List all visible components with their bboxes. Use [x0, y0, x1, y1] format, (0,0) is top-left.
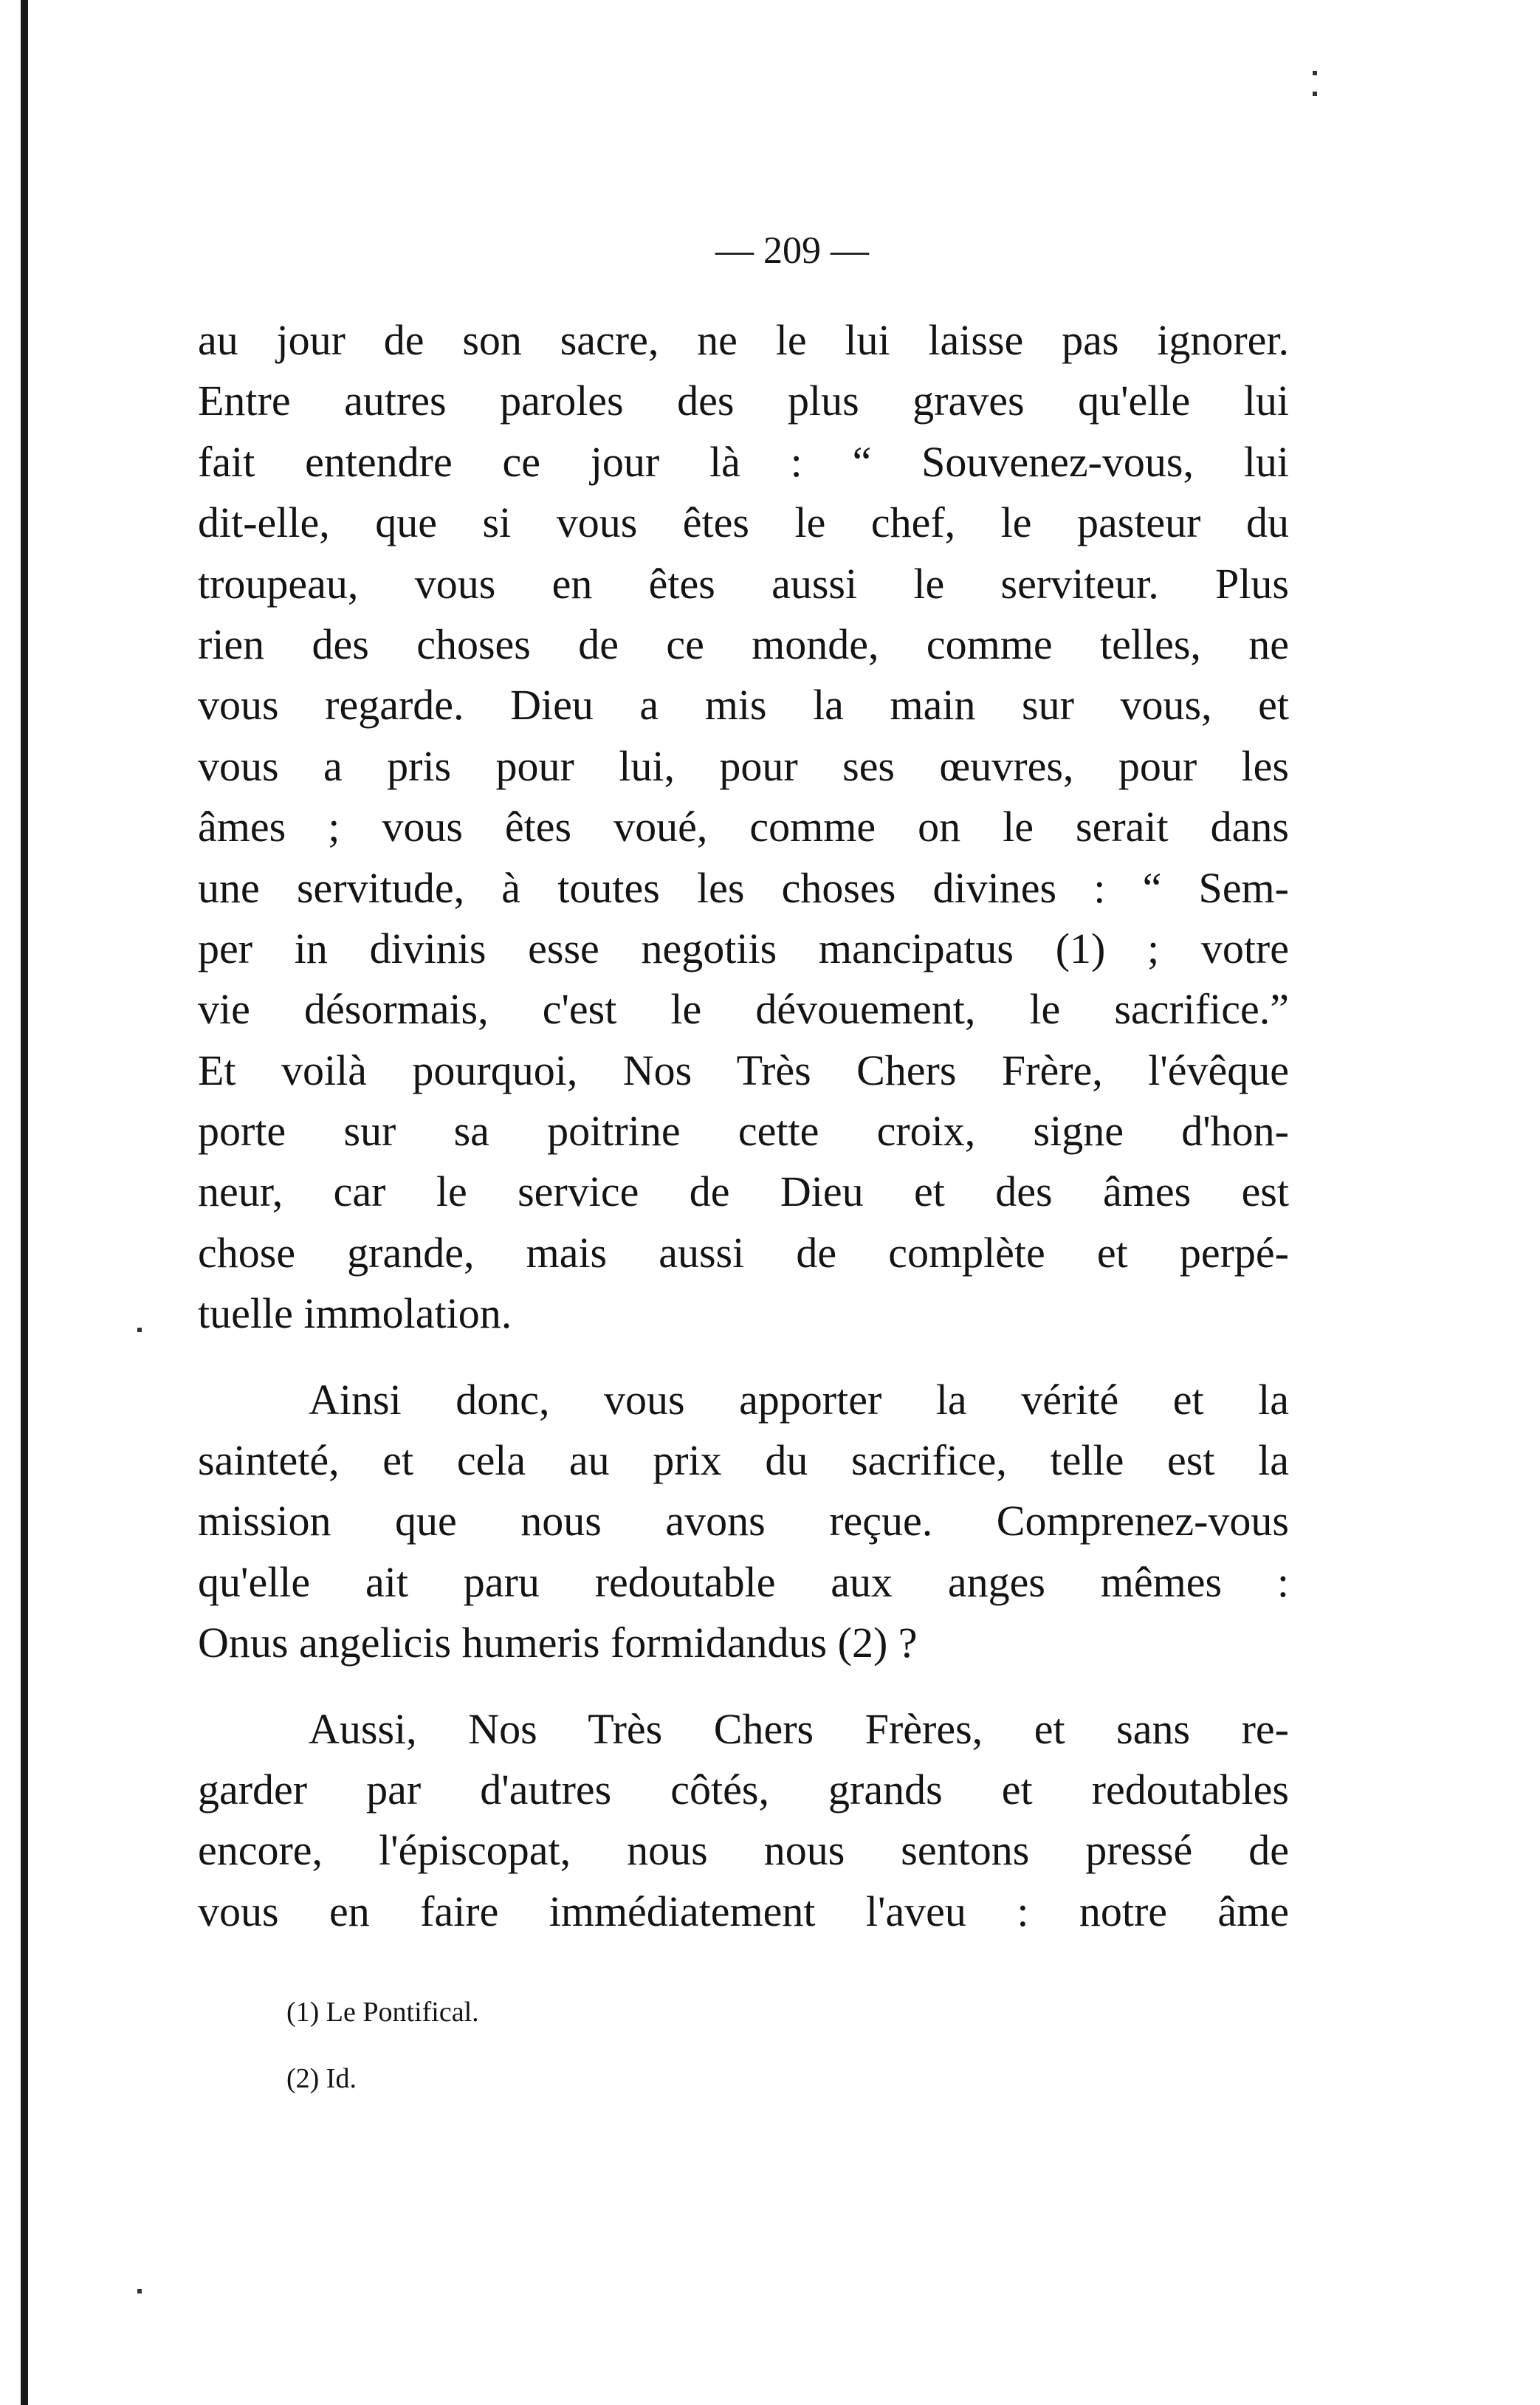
text-line: âmes ; vous êtes voué, comme on le serait dans	[198, 803, 1289, 851]
scan-speck	[1313, 92, 1317, 96]
text-line: vous en faire immédiatement l'aveu : notre âme	[198, 1887, 1289, 1935]
text-line: neur, car le service de Dieu et des âmes est	[198, 1167, 1289, 1216]
scan-speck	[137, 2289, 142, 2294]
paragraph-gap	[198, 1674, 1289, 1699]
page-number: — 209 —	[715, 230, 869, 272]
text-line: chose grande, mais aussi de complète et perpé-	[198, 1228, 1289, 1277]
text-line: Ainsi donc, vous apporter la vérité et la	[309, 1375, 1289, 1424]
text-line: tuelle immolation.	[198, 1289, 512, 1338]
scan-speck	[1313, 71, 1317, 75]
text-line: fait entendre ce jour là : “ Souvenez-vous, lui	[198, 437, 1289, 486]
text-line: troupeau, vous en êtes aussi le serviteur. Plus	[198, 559, 1289, 608]
text-line: au jour de son sacre, ne le lui laisse pas ignorer.	[198, 316, 1289, 364]
text-line: Aussi, Nos Très Chers Frères, et sans re-	[309, 1704, 1289, 1753]
body-text	[198, 310, 1289, 1942]
scan-margin-rule	[21, 0, 28, 2405]
text-line: Et voilà pourquoi, Nos Très Chers Frère, l'évêque	[198, 1046, 1289, 1094]
footnote: (2) Id.	[286, 2063, 357, 2094]
text-line: sainteté, et cela au prix du sacrifice, telle est la	[198, 1436, 1289, 1485]
text-line: per in divinis esse negotiis mancipatus (1) ; votre	[198, 924, 1289, 972]
text-line: mission que nous avons reçue. Comprenez-vous	[198, 1497, 1289, 1545]
paragraph-gap	[198, 1345, 1289, 1370]
text-line: garder par d'autres côtés, grands et redoutables	[198, 1765, 1289, 1814]
scan-speck	[137, 1328, 142, 1332]
text-line: rien des choses de ce monde, comme telles, ne	[198, 620, 1289, 668]
text-line: Entre autres paroles des plus graves qu'elle lui	[198, 377, 1289, 425]
text-line: vous regarde. Dieu a mis la main sur vous, et	[198, 681, 1289, 730]
text-line: porte sur sa poitrine cette croix, signe d'hon-	[198, 1107, 1289, 1156]
text-line: vous a pris pour lui, pour ses œuvres, pour les	[198, 741, 1289, 790]
text-line: vie désormais, c'est le dévouement, le sacrifice.”	[198, 985, 1289, 1034]
footnotes	[286, 1979, 479, 2112]
text-line: une servitude, à toutes les choses divines : “ Sem-	[198, 863, 1289, 912]
text-line-latin: Onus angelicis humeris formidandus (2) ?	[198, 1619, 918, 1667]
text-line: dit-elle, que si vous êtes le chef, le pasteur du	[198, 498, 1289, 547]
footnote: (1) Le Pontifical.	[286, 1997, 479, 2028]
text-line: qu'elle ait paru redoutable aux anges mêmes :	[198, 1557, 1289, 1606]
text-line: encore, l'épiscopat, nous nous sentons pressé de	[198, 1826, 1289, 1875]
